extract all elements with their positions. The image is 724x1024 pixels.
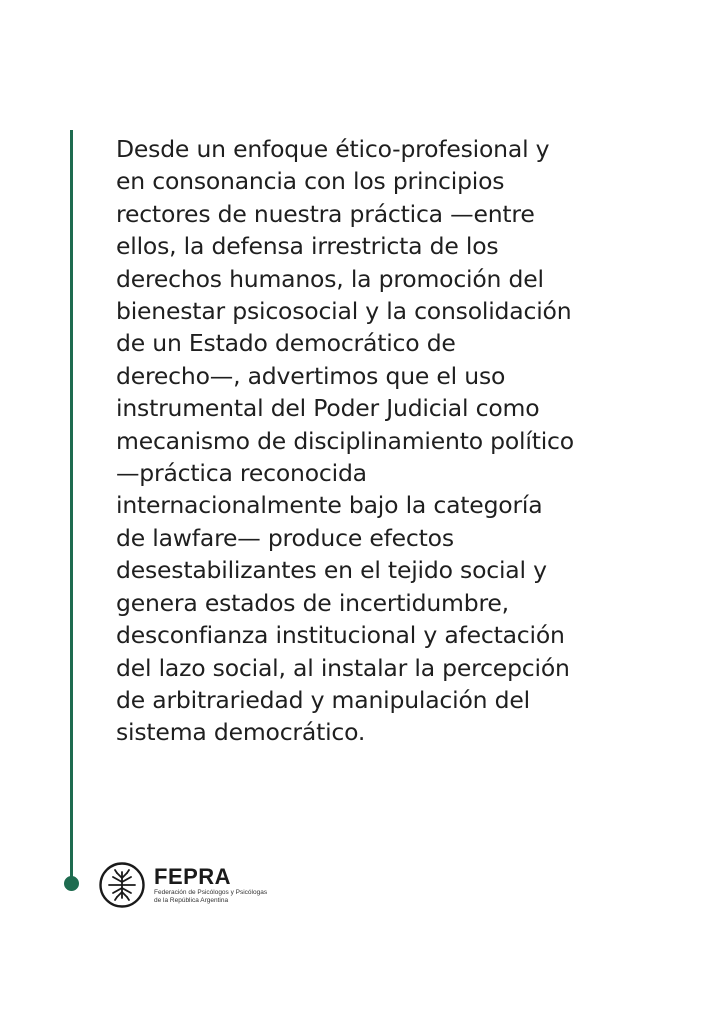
paragraph-line: de lawfare— produce efectos — [116, 523, 454, 552]
paragraph-line: derecho—, advertimos que el uso — [116, 361, 506, 390]
paragraph-line: ellos, la defensa irrestricta de los — [116, 232, 499, 261]
accent-vertical-line — [70, 130, 73, 882]
paragraph-line: rectores de nuestra práctica —entre — [116, 199, 535, 228]
paragraph-line: en consonancia con los principios — [116, 167, 505, 196]
paragraph-line: instrumental del Poder Judicial como — [116, 394, 540, 423]
paragraph-line: desconfianza institucional y afectación — [116, 621, 565, 650]
accent-dot — [64, 876, 79, 891]
fepra-tree-roots-logo-icon — [98, 861, 146, 909]
paragraph-line: de arbitrariedad y manipulación del — [116, 685, 530, 714]
paragraph-line: derechos humanos, la promoción del — [116, 264, 544, 293]
paragraph-line: bienestar psicosocial y la consolidación — [116, 297, 572, 326]
paragraph-line: de un Estado democrático de — [116, 329, 456, 358]
paragraph-line: mecanismo de disciplinamiento político — [116, 426, 574, 455]
paragraph-line: internacionalmente bajo la categoría — [116, 491, 543, 520]
paragraph-line: del lazo social, al instalar la percepción — [116, 653, 570, 682]
paragraph-line: —práctica reconocida — [116, 459, 367, 488]
paragraph-line: genera estados de incertidumbre, — [116, 588, 509, 617]
statement-paragraph — [116, 133, 656, 749]
fepra-logo-text — [154, 865, 267, 905]
fepra-logo-subtitle-line-1: Federación de Psicólogos y Psicólogas — [154, 889, 268, 896]
fepra-logo — [98, 859, 267, 911]
paragraph-line: desestabilizantes en el tejido social y — [116, 556, 547, 585]
fepra-logo-name: FEPRA — [154, 864, 232, 889]
paragraph-line: Desde un enfoque ético-profesional y — [116, 135, 550, 163]
paragraph-line: sistema democrático. — [116, 718, 366, 747]
fepra-logo-subtitle-line-2: de la República Argentina — [154, 897, 229, 904]
